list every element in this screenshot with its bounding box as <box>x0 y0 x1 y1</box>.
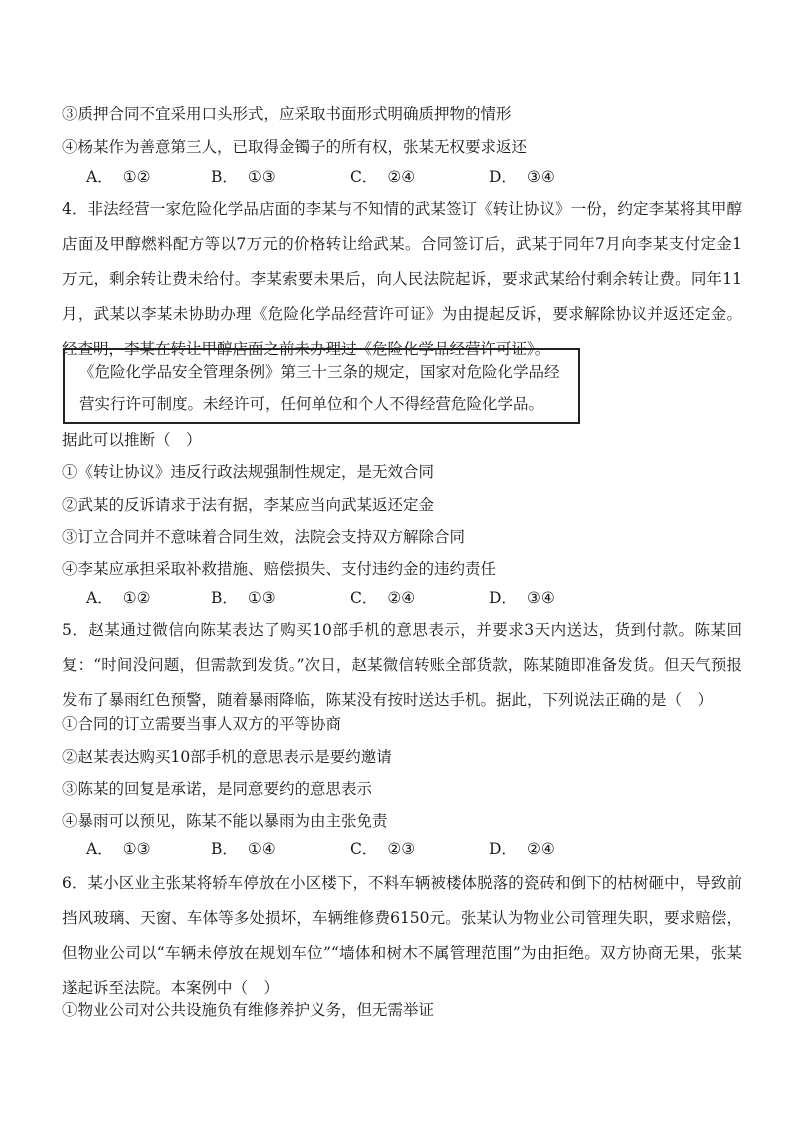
q5-option-a[interactable]: A． ①③ <box>86 840 151 858</box>
q3-option-a[interactable]: A． ①② <box>86 168 151 186</box>
q4-option-a[interactable]: A． ①② <box>86 589 151 607</box>
q6-item-1: ①物业公司对公共设施负有维修养护义务，但无需举证 <box>62 1001 435 1019</box>
q5-item-2: ②赵某表达购买10部手机的意思表示是要约邀请 <box>62 748 392 766</box>
q4-item-4: ④李某应承担采取补救措施、赔偿损失、支付违约金的违约责任 <box>62 560 497 578</box>
q3-item-3: ③质押合同不宜采用口头形式，应采取书面形式明确质押物的情形 <box>62 105 512 123</box>
q3-option-b[interactable]: B． ①③ <box>211 168 276 186</box>
q6-stem: 6．某小区业主张某将轿车停放在小区楼下，不料车辆被楼体脱落的瓷砖和倒下的枯树砸中，导致前挡风玻璃、天窗、车体等多处损坏，车辆维修费6150元。张某认为物业公司管理失职，要求赔偿，但物业公司以“车辆未停放在规划车位”“墙体和树木不属管理范围”为由拒绝。双方协商无果，张某遂起诉至法院。本案例中（ ） <box>62 874 742 997</box>
q4-regulation-box: 《危险化学品安全管理条例》第三十三条的规定，国家对危险化学品经营实行许可制度。未经许可，任何单位和个人不得经营危险化学品。 <box>63 348 580 424</box>
q4-item-2: ②武某的反诉请求于法有据，李某应当向武某返还定金 <box>62 496 435 514</box>
q4-options <box>86 587 726 609</box>
q3-options <box>86 166 726 188</box>
q5-item-3: ③陈某的回复是承诺，是同意要约的意思表示 <box>62 780 373 798</box>
q4-option-c[interactable]: C． ②④ <box>350 589 416 607</box>
q5-stem: 5．赵某通过微信向陈某表达了购买10部手机的意思表示，并要求3天内送达，货到付款。陈某回复：“时间没问题，但需款到发货。”次日，赵某微信转账全部货款，陈某随即准备发货。但天气预报发布了暴雨红色预警，随着暴雨降临，陈某没有按时送达手机。据此，下列说法正确的是（ ） <box>62 621 742 709</box>
q3-option-d[interactable]: D． ③④ <box>489 168 555 186</box>
q5-option-d[interactable]: D． ②④ <box>489 840 555 858</box>
q5-item-4: ④暴雨可以预见，陈某不能以暴雨为由主张免责 <box>62 812 388 830</box>
q5-option-c[interactable]: C． ②③ <box>350 840 416 858</box>
q3-option-c[interactable]: C． ②④ <box>350 168 416 186</box>
q5-options <box>86 838 726 860</box>
q3-item-4: ④杨某作为善意第三人，已取得金镯子的所有权，张某无权要求返还 <box>62 138 528 156</box>
q4-item-3: ③订立合同并不意味着合同生效，法院会支持双方解除合同 <box>62 528 466 546</box>
q4-stem: 4．非法经营一家危险化学品店面的李某与不知情的武某签订《转让协议》一份，约定李某将其甲醇店面及甲醇燃料配方等以7万元的价格转让给武某。合同签订后，武某于同年7月向李某支付定金1万元，剩余转让费未给付。李某索要未果后，向人民法院起诉，要求武某给付剩余转让费。同年11月，武某以李某未协助办理《危险化学品经营许可证》为由提起反诉，要求解除协议并返还定金。经查明，李某在转让甲醇店面之前未办理过《危险化学品经营许可证》。 <box>62 200 742 358</box>
q5-option-b[interactable]: B． ①④ <box>211 840 276 858</box>
q4-option-d[interactable]: D． ③④ <box>489 589 555 607</box>
q4-option-b[interactable]: B． ①③ <box>211 589 276 607</box>
q5-item-1: ①合同的订立需要当事人双方的平等协商 <box>62 715 342 733</box>
q4-prompt: 据此可以推断（ ） <box>62 431 202 449</box>
q4-item-1: ①《转让协议》违反行政法规强制性规定，是无效合同 <box>62 463 435 481</box>
